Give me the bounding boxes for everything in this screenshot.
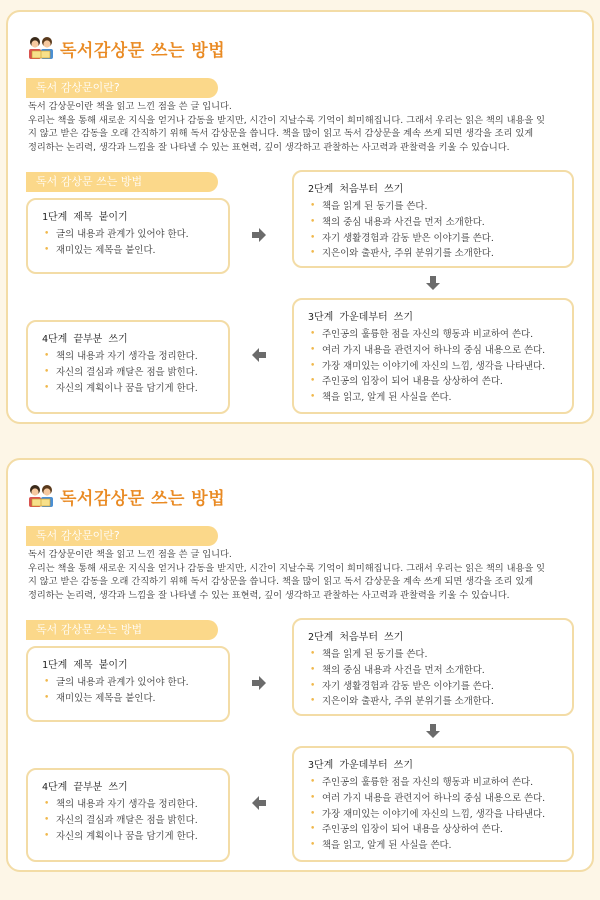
step-item: • 가장 재미있는 이야기에 자신의 느낌, 생각을 나타낸다. [308, 807, 562, 823]
guide-card-bottom [6, 458, 594, 872]
intro-line: 지 않고 받은 감동을 오래 간직하기 위해 독서 감상문을 씁니다. 책을 많이 읽고 독서 감상문을 계속 쓰게 되면 생각을 조리 있게 [28, 576, 534, 588]
intro-line: 정리하는 논리력, 생각과 느낌을 잘 나타낼 수 있는 표현력, 깊이 생각하고 관찰하는 사고력과 관찰력을 키울 수 있습니다. [28, 141, 510, 153]
step-item: • 책의 내용과 자기 생각을 정리한다. [42, 349, 218, 365]
arrow-left-icon [252, 796, 266, 810]
step-item: • 재미있는 제목을 붙인다. [42, 691, 218, 707]
page-title: 독서감상문 쓰는 방법 [60, 40, 226, 61]
step-title: 2단계 처음부터 쓰기 [308, 184, 404, 195]
step-item: • 책을 읽고, 알게 된 사실을 쓴다. [308, 838, 562, 854]
step-2-box [292, 170, 574, 268]
step-title: 1단계 제목 붙이기 [42, 660, 128, 671]
step-item: • 책의 중심 내용과 사건을 먼저 소개한다. [308, 663, 562, 679]
intro-line: 지 않고 받은 감동을 오래 간직하기 위해 독서 감상문을 씁니다. 책을 많이 읽고 독서 감상문을 계속 쓰게 되면 생각을 조리 있게 [28, 128, 534, 140]
step-4-box [26, 320, 230, 414]
section-label-definition: 독서 감상문이란? [26, 78, 218, 98]
step-item: • 책의 내용과 자기 생각을 정리한다. [42, 797, 218, 813]
step-title: 3단계 가운데부터 쓰기 [308, 760, 414, 771]
step-item: • 자신의 계획이나 꿈을 담기게 한다. [42, 829, 218, 845]
intro-line: 독서 감상문이란 책을 읽고 느낀 점을 쓴 글 입니다. [28, 101, 232, 112]
arrow-left-icon [252, 348, 266, 362]
step-item: • 재미있는 제목을 붙인다. [42, 243, 218, 259]
step-1-box [26, 646, 230, 722]
step-title: 4단계 끝부분 쓰기 [42, 782, 128, 793]
intro-line: 우리는 책을 통해 새로운 지식을 얻거나 감동을 받지만, 시간이 지날수록 기억이 희미해집니다. 그래서 우리는 읽은 책의 내용을 잊 [28, 562, 545, 574]
page-title: 독서감상문 쓰는 방법 [60, 488, 226, 509]
children-reading-icon [26, 35, 56, 61]
arrow-down-icon [426, 276, 440, 290]
step-item: • 책의 중심 내용과 사건을 먼저 소개한다. [308, 215, 562, 231]
arrow-right-icon [252, 228, 266, 242]
title-row [26, 482, 225, 510]
step-item: • 책을 읽고, 알게 된 사실을 쓴다. [308, 390, 562, 406]
step-title: 2단계 처음부터 쓰기 [308, 632, 404, 643]
guide-card-top [6, 10, 594, 424]
intro-line: 정리하는 논리력, 생각과 느낌을 잘 나타낼 수 있는 표현력, 깊이 생각하고 관찰하는 사고력과 관찰력을 키울 수 있습니다. [28, 589, 510, 601]
step-item: • 책을 읽게 된 동기를 쓴다. [308, 647, 562, 663]
step-title: 3단계 가운데부터 쓰기 [308, 312, 414, 323]
step-item: • 자신의 결심과 깨달은 점을 밝힌다. [42, 813, 218, 829]
step-item: • 주인공의 입장이 되어 내용을 상상하여 쓴다. [308, 374, 562, 390]
step-item: • 자신의 결심과 깨달은 점을 밝힌다. [42, 365, 218, 381]
step-4-box [26, 768, 230, 862]
step-item: • 주인공의 훌륭한 점을 자신의 행동과 비교하여 쓴다. [308, 327, 562, 343]
step-item: • 여러 가지 내용을 관련지어 하나의 중심 내용으로 쓴다. [308, 343, 562, 359]
intro-paragraph [28, 100, 588, 154]
arrow-down-icon [426, 724, 440, 738]
step-item: • 지은이와 출판사, 주위 분위기를 소개한다. [308, 246, 562, 262]
step-item: • 책을 읽게 된 동기를 쓴다. [308, 199, 562, 215]
children-reading-icon [26, 483, 56, 509]
intro-line: 우리는 책을 통해 새로운 지식을 얻거나 감동을 받지만, 시간이 지날수록 기억이 희미해집니다. 그래서 우리는 읽은 책의 내용을 잊 [28, 114, 545, 126]
section-label-method: 독서 감상문 쓰는 방법 [26, 620, 218, 640]
step-title: 1단계 제목 붙이기 [42, 212, 128, 223]
step-item: • 자기 생활경험과 감동 받은 이야기를 쓴다. [308, 231, 562, 247]
step-item: • 글의 내용과 관계가 있어야 한다. [42, 675, 218, 691]
arrow-right-icon [252, 676, 266, 690]
step-item: • 가장 재미있는 이야기에 자신의 느낌, 생각을 나타낸다. [308, 359, 562, 375]
step-item: • 여러 가지 내용을 관련지어 하나의 중심 내용으로 쓴다. [308, 791, 562, 807]
section-label-definition: 독서 감상문이란? [26, 526, 218, 546]
section-label-method: 독서 감상문 쓰는 방법 [26, 172, 218, 192]
intro-paragraph [28, 548, 588, 602]
step-item: • 자기 생활경험과 감동 받은 이야기를 쓴다. [308, 679, 562, 695]
step-item: • 지은이와 출판사, 주위 분위기를 소개한다. [308, 694, 562, 710]
step-3-box [292, 298, 574, 414]
step-item: • 글의 내용과 관계가 있어야 한다. [42, 227, 218, 243]
step-3-box [292, 746, 574, 862]
step-item: • 자신의 계획이나 꿈을 담기게 한다. [42, 381, 218, 397]
title-row [26, 34, 225, 62]
intro-line: 독서 감상문이란 책을 읽고 느낀 점을 쓴 글 입니다. [28, 549, 232, 560]
step-title: 4단계 끝부분 쓰기 [42, 334, 128, 345]
step-2-box [292, 618, 574, 716]
step-item: • 주인공의 입장이 되어 내용을 상상하여 쓴다. [308, 822, 562, 838]
step-1-box [26, 198, 230, 274]
step-item: • 주인공의 훌륭한 점을 자신의 행동과 비교하여 쓴다. [308, 775, 562, 791]
